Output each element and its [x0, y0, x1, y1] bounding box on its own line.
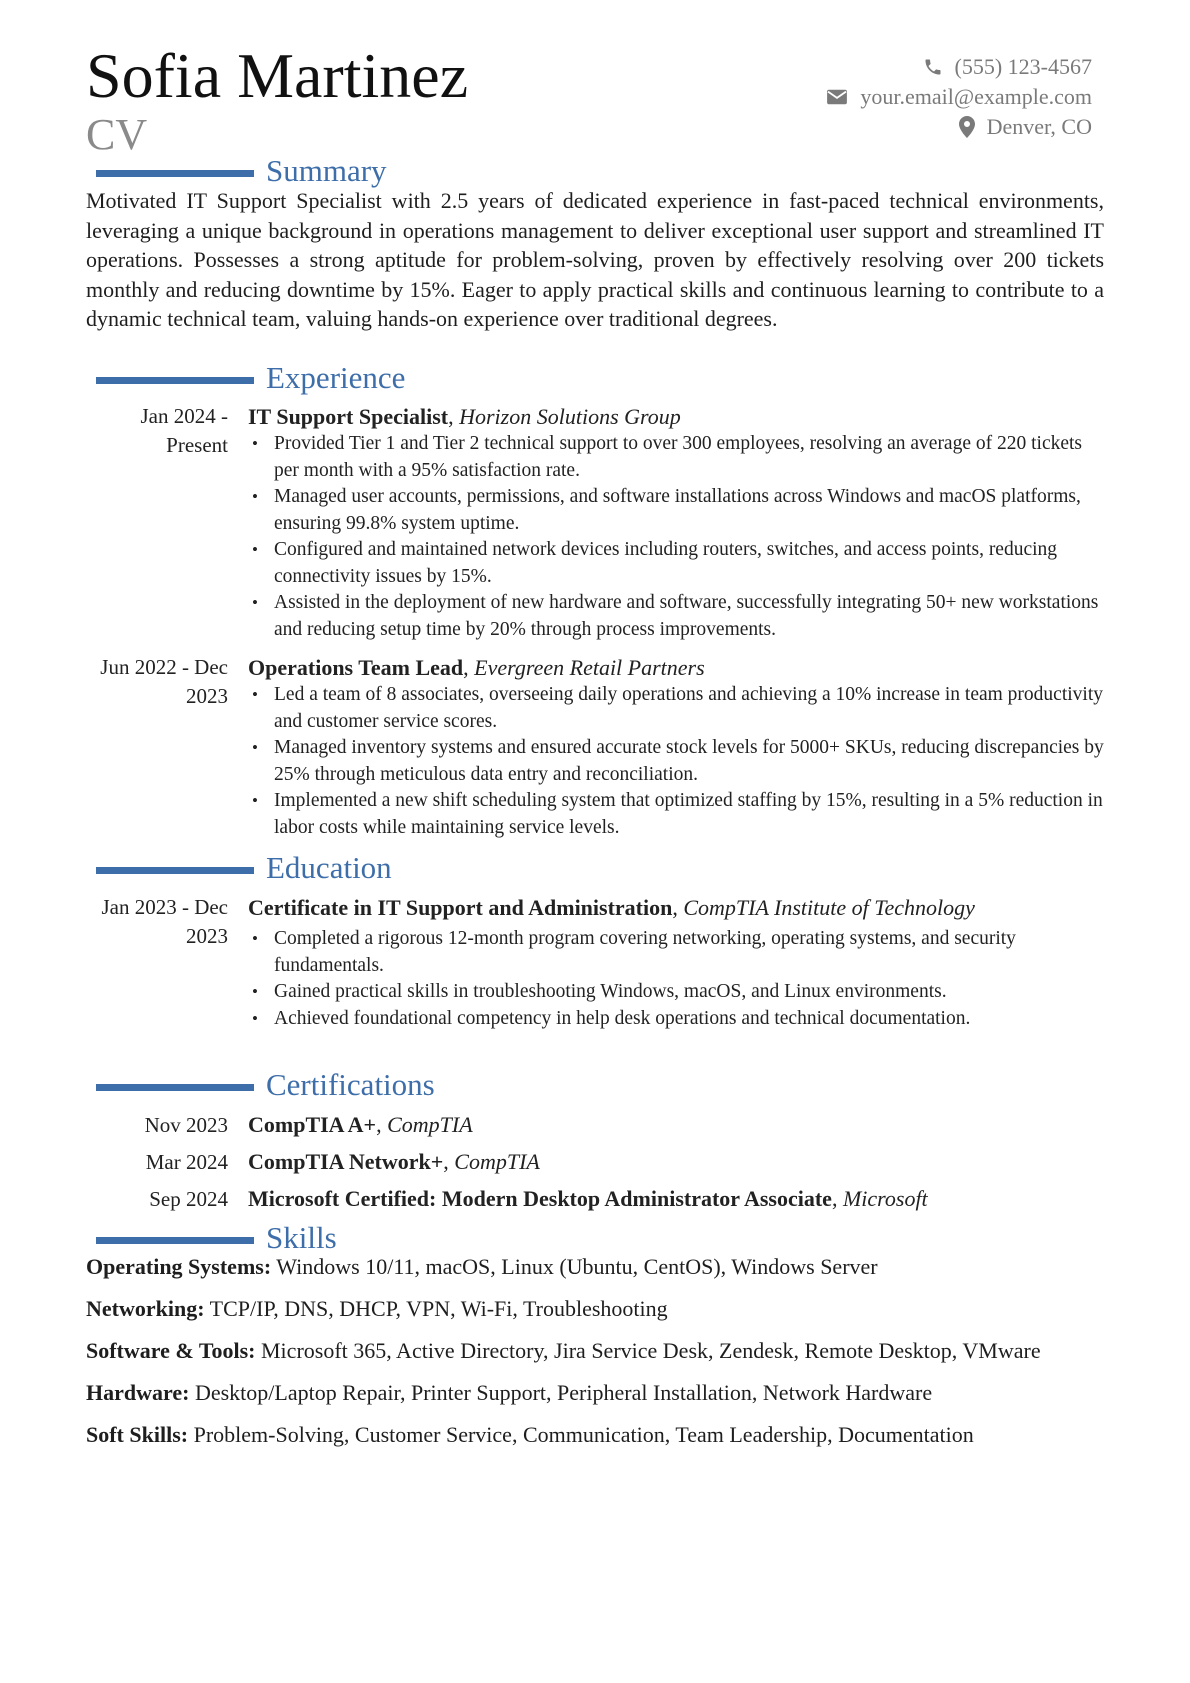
skill-row	[86, 1378, 1104, 1407]
section-experience-header	[96, 359, 405, 397]
skill-label: Soft Skills:	[86, 1422, 189, 1447]
certification-entry	[86, 1147, 1104, 1177]
list-item: • Managed user accounts, permissions, and software installations across Windows and macOS platforms, ensuring 99.8% system uptime.	[274, 484, 1104, 537]
section-accent-bar	[96, 1084, 254, 1091]
document-subtitle: CV	[86, 110, 148, 159]
skill-label: Hardware:	[86, 1380, 190, 1405]
entry-date: Mar 2024	[145, 1150, 228, 1174]
section-certifications-header	[96, 1066, 435, 1104]
list-item: • Completed a rigorous 12-month program covering networking, operating systems, and security fundamentals.	[274, 926, 1104, 979]
skill-label: Operating Systems:	[86, 1254, 272, 1279]
section-summary-header	[96, 152, 387, 190]
entry-date: Nov 2023	[144, 1113, 228, 1137]
email-link[interactable]: your.email@example.com	[860, 84, 1092, 109]
section-title: Summary	[266, 153, 387, 188]
entry-org: CompTIA Institute of Technology	[683, 895, 975, 920]
entry-title: Certificate in IT Support and Administration, CompTIA Institute of Technology	[248, 895, 975, 920]
contact-phone	[826, 52, 1092, 82]
phone-text[interactable]: (555) 123-4567	[954, 54, 1092, 79]
entry-date: Sep 2024	[149, 1187, 228, 1211]
skill-value: Problem-Solving, Customer Service, Communication, Team Leadership, Documentation	[193, 1422, 974, 1447]
entry-title: IT Support Specialist, Horizon Solutions Group	[248, 404, 681, 429]
section-accent-bar	[96, 1237, 254, 1244]
contact-email	[826, 82, 1092, 112]
list-item: • Gained practical skills in troubleshooting Windows, macOS, and Linux environments.	[274, 979, 1104, 1006]
skill-row	[86, 1252, 1104, 1281]
location-text: Denver, CO	[986, 114, 1092, 139]
skill-label: Software & Tools:	[86, 1338, 256, 1363]
skill-value: Desktop/Laptop Repair, Printer Support, Peripheral Installation, Network Hardware	[194, 1380, 933, 1405]
list-item: • Provided Tier 1 and Tier 2 technical support to over 300 employees, resolving an average of 220 tickets per month with a 95% satisfaction rate.	[274, 431, 1104, 484]
section-title: Experience	[266, 360, 406, 395]
entry-date: Jun 2022 - Dec 2023	[100, 655, 228, 708]
list-item: • Led a team of 8 associates, overseeing daily operations and achieving a 10% increase in team productivity and customer service scores.	[274, 682, 1104, 735]
cert-org: CompTIA	[387, 1112, 473, 1137]
section-title: Certifications	[266, 1067, 435, 1102]
skills-list	[86, 1252, 1104, 1462]
skill-value: TCP/IP, DNS, DHCP, VPN, Wi-Fi, Troubleshooting	[209, 1296, 668, 1321]
list-item: • Managed inventory systems and ensured accurate stock levels for 5000+ SKUs, reducing discrepancies by 25% through meticulous data entry and reconciliation.	[274, 735, 1104, 788]
list-item: • Assisted in the deployment of new hardware and software, successfully integrating 50+ new workstations and reducing setup time by 20% through process improvements.	[274, 590, 1104, 643]
skill-row	[86, 1294, 1104, 1323]
certification-entry	[86, 1110, 1104, 1140]
summary-text: Motivated IT Support Specialist with 2.5 years of dedicated experience in fast-paced technical environments, leveraging a unique background in operations management to deliver exceptional user support and streamlined IT operations. Possesses a strong aptitude for problem-solving, proven by effectively resolving over 200 tickets monthly and reducing downtime by 15%. Eager to apply practical skills and continuous learning to contribute to a dynamic technical team, valuing hands-on experience over traditional degrees.	[86, 188, 1104, 331]
certification-entry	[86, 1184, 1104, 1214]
entry-org: Evergreen Retail Partners	[474, 655, 705, 680]
entry-title: CompTIA A+, CompTIA	[248, 1112, 473, 1137]
phone-icon	[923, 57, 943, 77]
entry-bullets	[248, 926, 1104, 1032]
list-item: • Configured and maintained network devices including routers, switches, and access points, reducing connectivity issues by 15%.	[274, 537, 1104, 590]
section-accent-bar	[96, 867, 254, 874]
section-title: Education	[266, 850, 392, 885]
section-education-header	[96, 849, 392, 887]
entry-title: Microsoft Certified: Modern Desktop Administrator Associate, Microsoft	[248, 1186, 928, 1211]
cert-name: CompTIA A+	[248, 1112, 377, 1137]
entry-org: Horizon Solutions Group	[459, 404, 681, 429]
skill-value: Microsoft 365, Active Directory, Jira Service Desk, Zendesk, Remote Desktop, VMware	[261, 1338, 1041, 1363]
cert-name: Microsoft Certified: Modern Desktop Administrator Associate	[248, 1186, 832, 1211]
skill-label: Networking:	[86, 1296, 205, 1321]
skill-row	[86, 1420, 1104, 1449]
entry-role: Certificate in IT Support and Administration	[248, 895, 673, 920]
section-accent-bar	[96, 170, 254, 177]
entry-bullets	[248, 682, 1104, 841]
person-name: Sofia Martinez	[86, 40, 469, 111]
skill-value: Windows 10/11, macOS, Linux (Ubuntu, CentOS), Windows Server	[276, 1254, 878, 1279]
entry-role: Operations Team Lead	[248, 655, 464, 680]
experience-entry	[86, 653, 1104, 841]
envelope-icon	[826, 88, 848, 106]
cert-org: Microsoft	[842, 1186, 928, 1211]
skill-row	[86, 1336, 1104, 1365]
entry-title: CompTIA Network+, CompTIA	[248, 1149, 540, 1174]
section-title: Skills	[266, 1220, 337, 1255]
list-item: • Implemented a new shift scheduling system that optimized staffing by 15%, resulting in a 5% reduction in labor costs while maintaining service levels.	[274, 788, 1104, 841]
contact-block	[826, 52, 1092, 142]
map-pin-icon	[959, 116, 975, 138]
experience-entry	[86, 402, 1104, 643]
contact-location	[826, 112, 1092, 142]
cert-name: CompTIA Network+	[248, 1149, 444, 1174]
entry-date: Jan 2024 - Present	[140, 404, 228, 457]
entry-date: Jan 2023 - Dec 2023	[101, 895, 228, 948]
entry-role: IT Support Specialist	[248, 404, 449, 429]
entry-bullets	[248, 431, 1104, 643]
entry-title: Operations Team Lead, Evergreen Retail Partners	[248, 655, 705, 680]
section-accent-bar	[96, 377, 254, 384]
cert-org: CompTIA	[454, 1149, 540, 1174]
education-entry	[86, 893, 1104, 1032]
list-item: • Achieved foundational competency in help desk operations and technical documentation.	[274, 1006, 1104, 1033]
